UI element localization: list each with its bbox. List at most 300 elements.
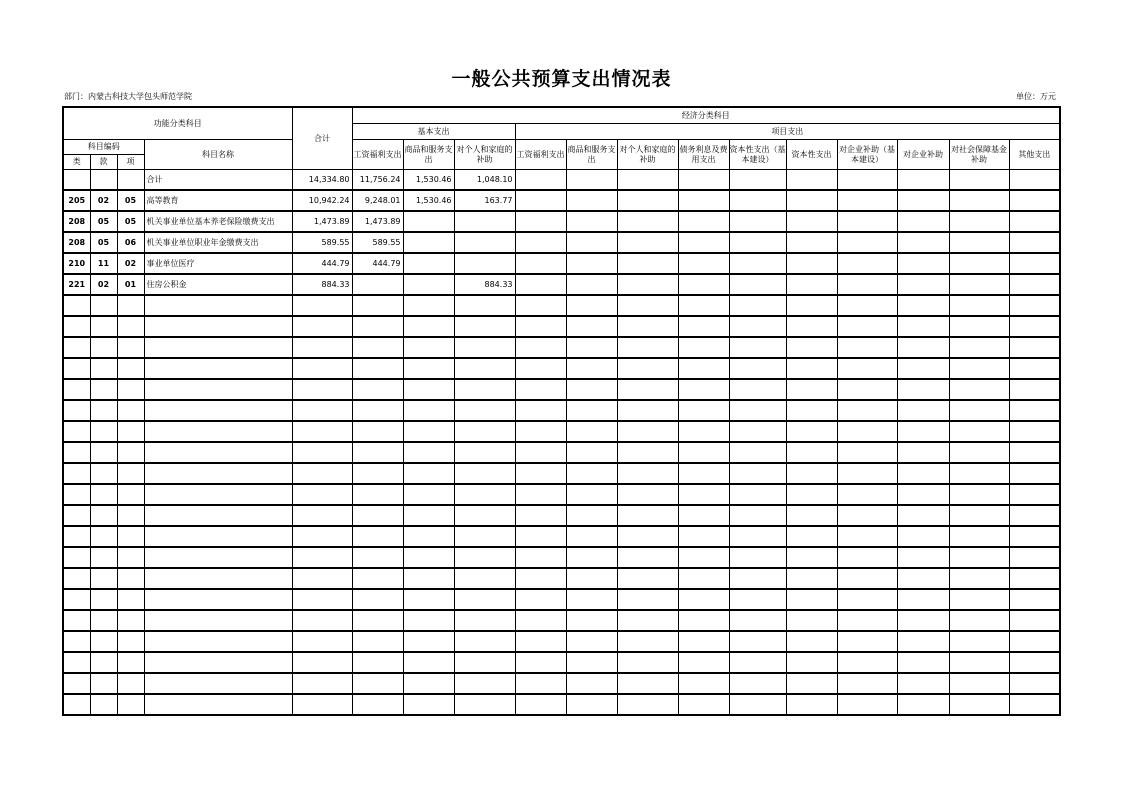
col-header: 对企业补助 bbox=[897, 140, 949, 170]
value-cell bbox=[897, 673, 949, 694]
value-cell bbox=[1009, 694, 1060, 715]
value-cell bbox=[403, 505, 454, 526]
kuan-cell: 11 bbox=[90, 253, 117, 274]
value-cell bbox=[729, 442, 786, 463]
lei-cell: 208 bbox=[63, 211, 90, 232]
total-cell bbox=[292, 610, 352, 631]
value-cell bbox=[515, 421, 566, 442]
value-cell bbox=[729, 232, 786, 253]
value-cell bbox=[837, 610, 897, 631]
total-cell bbox=[292, 526, 352, 547]
value-cell bbox=[786, 610, 837, 631]
xiang-cell bbox=[117, 526, 144, 547]
value-cell bbox=[454, 421, 515, 442]
value-cell bbox=[837, 190, 897, 211]
value-cell bbox=[566, 316, 617, 337]
value-cell bbox=[678, 211, 729, 232]
value-cell bbox=[729, 652, 786, 673]
name-cell: 住房公积金 bbox=[144, 274, 292, 295]
value-cell bbox=[515, 170, 566, 191]
kuan-cell bbox=[90, 694, 117, 715]
value-cell bbox=[566, 610, 617, 631]
value-cell bbox=[515, 589, 566, 610]
value-cell bbox=[949, 526, 1009, 547]
value-cell bbox=[786, 400, 837, 421]
kuan-cell bbox=[90, 400, 117, 421]
name-cell: 高等教育 bbox=[144, 190, 292, 211]
value-cell bbox=[729, 337, 786, 358]
xiang-cell: 02 bbox=[117, 253, 144, 274]
name-cell bbox=[144, 652, 292, 673]
value-cell bbox=[617, 337, 678, 358]
table-row bbox=[63, 274, 1060, 295]
table-row bbox=[63, 484, 1060, 505]
table-row bbox=[63, 232, 1060, 253]
value-cell bbox=[566, 190, 617, 211]
value-cell bbox=[617, 274, 678, 295]
value-cell bbox=[617, 211, 678, 232]
kuan-cell bbox=[90, 526, 117, 547]
value-cell bbox=[949, 505, 1009, 526]
value-cell bbox=[617, 253, 678, 274]
value-cell: 1,473.89 bbox=[352, 211, 403, 232]
value-cell bbox=[352, 274, 403, 295]
total-cell bbox=[292, 316, 352, 337]
xiang-cell bbox=[117, 673, 144, 694]
value-cell bbox=[352, 316, 403, 337]
value-cell bbox=[515, 526, 566, 547]
value-cell bbox=[786, 190, 837, 211]
name-cell bbox=[144, 631, 292, 652]
value-cell bbox=[837, 568, 897, 589]
value-cell bbox=[515, 400, 566, 421]
value-cell bbox=[566, 526, 617, 547]
kuan-cell bbox=[90, 337, 117, 358]
name-cell bbox=[144, 379, 292, 400]
lei-cell bbox=[63, 337, 90, 358]
kuan-cell bbox=[90, 589, 117, 610]
lei-cell bbox=[63, 673, 90, 694]
value-cell bbox=[515, 673, 566, 694]
col-header: 其他支出 bbox=[1009, 140, 1060, 170]
value-cell bbox=[678, 379, 729, 400]
value-cell bbox=[617, 505, 678, 526]
value-cell bbox=[617, 358, 678, 379]
kuan-cell: 05 bbox=[90, 211, 117, 232]
value-cell bbox=[837, 337, 897, 358]
lei-cell: 205 bbox=[63, 190, 90, 211]
value-cell bbox=[837, 547, 897, 568]
col-header: 工资福利支出 bbox=[352, 140, 403, 170]
value-cell bbox=[837, 526, 897, 547]
value-cell bbox=[515, 358, 566, 379]
value-cell bbox=[729, 463, 786, 484]
value-cell bbox=[786, 442, 837, 463]
lei-cell bbox=[63, 652, 90, 673]
value-cell bbox=[403, 232, 454, 253]
value-cell bbox=[897, 337, 949, 358]
name-cell bbox=[144, 694, 292, 715]
value-cell bbox=[403, 211, 454, 232]
value-cell bbox=[837, 400, 897, 421]
basic-header: 基本支出 bbox=[352, 124, 515, 140]
xiang-cell bbox=[117, 631, 144, 652]
xiang-cell bbox=[117, 568, 144, 589]
xiang-cell bbox=[117, 484, 144, 505]
value-cell bbox=[454, 694, 515, 715]
value-cell bbox=[352, 631, 403, 652]
xiang-cell bbox=[117, 316, 144, 337]
table-row bbox=[63, 421, 1060, 442]
value-cell bbox=[617, 526, 678, 547]
value-cell bbox=[515, 631, 566, 652]
xiang-cell bbox=[117, 379, 144, 400]
lei-cell bbox=[63, 442, 90, 463]
kuan-cell bbox=[90, 610, 117, 631]
value-cell bbox=[1009, 610, 1060, 631]
table-row bbox=[63, 652, 1060, 673]
value-cell bbox=[1009, 421, 1060, 442]
value-cell bbox=[617, 379, 678, 400]
value-cell bbox=[566, 400, 617, 421]
value-cell bbox=[1009, 400, 1060, 421]
value-cell bbox=[403, 274, 454, 295]
project-header: 项目支出 bbox=[515, 124, 1060, 140]
xiang-cell bbox=[117, 170, 144, 191]
value-cell bbox=[566, 505, 617, 526]
total-cell bbox=[292, 463, 352, 484]
lei-cell bbox=[63, 505, 90, 526]
value-cell bbox=[515, 211, 566, 232]
value-cell bbox=[729, 610, 786, 631]
value-cell bbox=[1009, 463, 1060, 484]
xiang-cell bbox=[117, 442, 144, 463]
value-cell bbox=[1009, 505, 1060, 526]
xiang-cell: 05 bbox=[117, 190, 144, 211]
value-cell bbox=[678, 463, 729, 484]
value-cell bbox=[678, 421, 729, 442]
value-cell bbox=[837, 421, 897, 442]
xiang-cell bbox=[117, 421, 144, 442]
value-cell bbox=[786, 568, 837, 589]
name-cell bbox=[144, 421, 292, 442]
name-cell: 机关事业单位基本养老保险缴费支出 bbox=[144, 211, 292, 232]
value-cell bbox=[897, 484, 949, 505]
table-row bbox=[63, 568, 1060, 589]
value-cell bbox=[897, 421, 949, 442]
value-cell bbox=[352, 610, 403, 631]
value-cell bbox=[897, 274, 949, 295]
value-cell bbox=[897, 694, 949, 715]
value-cell bbox=[1009, 652, 1060, 673]
kuan-cell bbox=[90, 316, 117, 337]
lei-cell bbox=[63, 568, 90, 589]
value-cell bbox=[566, 253, 617, 274]
table-row bbox=[63, 190, 1060, 211]
lei-cell bbox=[63, 463, 90, 484]
value-cell bbox=[1009, 631, 1060, 652]
value-cell bbox=[403, 547, 454, 568]
value-cell bbox=[566, 337, 617, 358]
value-cell bbox=[352, 652, 403, 673]
name-cell bbox=[144, 505, 292, 526]
value-cell bbox=[729, 568, 786, 589]
value-cell bbox=[566, 484, 617, 505]
value-cell bbox=[515, 652, 566, 673]
total-cell bbox=[292, 484, 352, 505]
value-cell bbox=[403, 631, 454, 652]
total-cell bbox=[292, 673, 352, 694]
value-cell bbox=[1009, 253, 1060, 274]
value-cell bbox=[566, 589, 617, 610]
value-cell bbox=[897, 547, 949, 568]
value-cell bbox=[678, 526, 729, 547]
value-cell bbox=[454, 568, 515, 589]
value-cell bbox=[837, 652, 897, 673]
value-cell bbox=[566, 170, 617, 191]
kuan-cell bbox=[90, 442, 117, 463]
value-cell bbox=[949, 484, 1009, 505]
lei-cell bbox=[63, 358, 90, 379]
total-cell bbox=[292, 505, 352, 526]
value-cell bbox=[678, 673, 729, 694]
value-cell bbox=[837, 631, 897, 652]
total-cell bbox=[292, 358, 352, 379]
table-row bbox=[63, 211, 1060, 232]
kuan-cell: 05 bbox=[90, 232, 117, 253]
value-cell bbox=[403, 442, 454, 463]
value-cell bbox=[617, 190, 678, 211]
value-cell bbox=[837, 295, 897, 316]
total-cell: 884.33 bbox=[292, 274, 352, 295]
total-cell: 444.79 bbox=[292, 253, 352, 274]
kuan-cell bbox=[90, 358, 117, 379]
lei-cell bbox=[63, 610, 90, 631]
value-cell bbox=[949, 589, 1009, 610]
value-cell bbox=[837, 274, 897, 295]
value-cell bbox=[566, 547, 617, 568]
kuan-cell bbox=[90, 652, 117, 673]
name-cell bbox=[144, 400, 292, 421]
value-cell bbox=[678, 253, 729, 274]
code-group-header: 科目编码 bbox=[63, 140, 144, 155]
lei-cell bbox=[63, 316, 90, 337]
xiang-cell: 01 bbox=[117, 274, 144, 295]
value-cell bbox=[729, 484, 786, 505]
value-cell bbox=[352, 505, 403, 526]
value-cell bbox=[617, 673, 678, 694]
value-cell bbox=[729, 316, 786, 337]
value-cell bbox=[352, 337, 403, 358]
kuan-cell bbox=[90, 421, 117, 442]
value-cell bbox=[1009, 358, 1060, 379]
value-cell bbox=[837, 484, 897, 505]
lei-cell: 208 bbox=[63, 232, 90, 253]
total-cell bbox=[292, 652, 352, 673]
value-cell bbox=[729, 379, 786, 400]
value-cell bbox=[454, 526, 515, 547]
value-cell bbox=[837, 589, 897, 610]
value-cell bbox=[566, 463, 617, 484]
value-cell bbox=[729, 170, 786, 191]
value-cell bbox=[949, 568, 1009, 589]
value-cell bbox=[837, 379, 897, 400]
table-row bbox=[63, 526, 1060, 547]
total-cell: 10,942.24 bbox=[292, 190, 352, 211]
value-cell bbox=[949, 463, 1009, 484]
lei-cell bbox=[63, 170, 90, 191]
value-cell bbox=[403, 484, 454, 505]
value-cell bbox=[897, 652, 949, 673]
value-cell bbox=[403, 421, 454, 442]
kuan-cell bbox=[90, 379, 117, 400]
value-cell bbox=[949, 211, 1009, 232]
value-cell bbox=[786, 170, 837, 191]
value-cell bbox=[729, 547, 786, 568]
value-cell bbox=[949, 358, 1009, 379]
value-cell bbox=[678, 547, 729, 568]
department-label: 部门：内蒙古科技大学包头师范学院 bbox=[64, 92, 192, 101]
value-cell bbox=[897, 190, 949, 211]
value-cell bbox=[729, 589, 786, 610]
kuan-cell bbox=[90, 463, 117, 484]
total-header: 合计 bbox=[292, 107, 352, 170]
table-row bbox=[63, 400, 1060, 421]
value-cell bbox=[454, 232, 515, 253]
xiang-cell bbox=[117, 463, 144, 484]
value-cell bbox=[403, 568, 454, 589]
value-cell bbox=[897, 610, 949, 631]
value-cell bbox=[403, 295, 454, 316]
value-cell bbox=[1009, 337, 1060, 358]
value-cell bbox=[352, 673, 403, 694]
value-cell bbox=[515, 547, 566, 568]
value-cell bbox=[566, 211, 617, 232]
value-cell bbox=[949, 673, 1009, 694]
lei-header: 类 bbox=[63, 155, 90, 170]
name-cell bbox=[144, 484, 292, 505]
table-row bbox=[63, 316, 1060, 337]
value-cell bbox=[897, 358, 949, 379]
value-cell bbox=[566, 274, 617, 295]
value-cell bbox=[678, 295, 729, 316]
value-cell bbox=[949, 295, 1009, 316]
col-header: 对社会保障基金补助 bbox=[949, 140, 1009, 170]
value-cell bbox=[566, 694, 617, 715]
table-row bbox=[63, 673, 1060, 694]
value-cell bbox=[454, 589, 515, 610]
table-row bbox=[63, 694, 1060, 715]
value-cell bbox=[617, 568, 678, 589]
value-cell bbox=[837, 442, 897, 463]
value-cell bbox=[403, 337, 454, 358]
value-cell bbox=[403, 589, 454, 610]
value-cell bbox=[352, 526, 403, 547]
value-cell bbox=[454, 358, 515, 379]
value-cell bbox=[786, 673, 837, 694]
lei-cell: 210 bbox=[63, 253, 90, 274]
name-cell: 合计 bbox=[144, 170, 292, 191]
value-cell bbox=[352, 442, 403, 463]
table-row bbox=[63, 547, 1060, 568]
value-cell bbox=[403, 316, 454, 337]
total-cell bbox=[292, 337, 352, 358]
value-cell bbox=[678, 631, 729, 652]
value-cell: 589.55 bbox=[352, 232, 403, 253]
value-cell bbox=[837, 673, 897, 694]
table-row bbox=[63, 610, 1060, 631]
table-row bbox=[63, 337, 1060, 358]
name-cell bbox=[144, 316, 292, 337]
value-cell bbox=[729, 295, 786, 316]
col-header: 工资福利支出 bbox=[515, 140, 566, 170]
value-cell bbox=[352, 379, 403, 400]
value-cell bbox=[515, 505, 566, 526]
value-cell bbox=[352, 463, 403, 484]
value-cell bbox=[617, 316, 678, 337]
value-cell bbox=[786, 337, 837, 358]
func-group-header: 功能分类科目 bbox=[63, 107, 292, 140]
value-cell bbox=[786, 295, 837, 316]
value-cell: 9,248.01 bbox=[352, 190, 403, 211]
value-cell: 163.77 bbox=[454, 190, 515, 211]
xiang-cell bbox=[117, 652, 144, 673]
table-row bbox=[63, 170, 1060, 191]
name-cell bbox=[144, 673, 292, 694]
kuan-cell: 02 bbox=[90, 274, 117, 295]
value-cell bbox=[678, 400, 729, 421]
col-header: 对个人和家庭的补助 bbox=[454, 140, 515, 170]
value-cell bbox=[678, 274, 729, 295]
value-cell bbox=[566, 568, 617, 589]
value-cell bbox=[786, 232, 837, 253]
table-row bbox=[63, 631, 1060, 652]
col-header: 资本性支出 bbox=[786, 140, 837, 170]
value-cell bbox=[786, 589, 837, 610]
value-cell bbox=[454, 337, 515, 358]
page-title: 一般公共预算支出情况表 bbox=[451, 68, 672, 90]
value-cell bbox=[566, 358, 617, 379]
value-cell bbox=[403, 652, 454, 673]
value-cell bbox=[617, 232, 678, 253]
value-cell bbox=[566, 442, 617, 463]
value-cell bbox=[515, 232, 566, 253]
value-cell bbox=[786, 253, 837, 274]
lei-cell bbox=[63, 631, 90, 652]
value-cell bbox=[678, 190, 729, 211]
name-cell bbox=[144, 568, 292, 589]
value-cell bbox=[403, 673, 454, 694]
expenditure-table bbox=[62, 106, 1061, 716]
value-cell bbox=[1009, 232, 1060, 253]
lei-cell bbox=[63, 589, 90, 610]
xiang-cell: 05 bbox=[117, 211, 144, 232]
total-cell bbox=[292, 379, 352, 400]
value-cell bbox=[454, 652, 515, 673]
value-cell bbox=[403, 379, 454, 400]
value-cell bbox=[1009, 379, 1060, 400]
col-header: 对个人和家庭的补助 bbox=[617, 140, 678, 170]
value-cell bbox=[515, 274, 566, 295]
value-cell bbox=[949, 547, 1009, 568]
value-cell bbox=[786, 358, 837, 379]
value-cell bbox=[837, 253, 897, 274]
value-cell bbox=[454, 442, 515, 463]
total-cell: 14,334.80 bbox=[292, 170, 352, 191]
econ-group-header: 经济分类科目 bbox=[352, 107, 1060, 124]
value-cell bbox=[729, 694, 786, 715]
table-row bbox=[63, 379, 1060, 400]
